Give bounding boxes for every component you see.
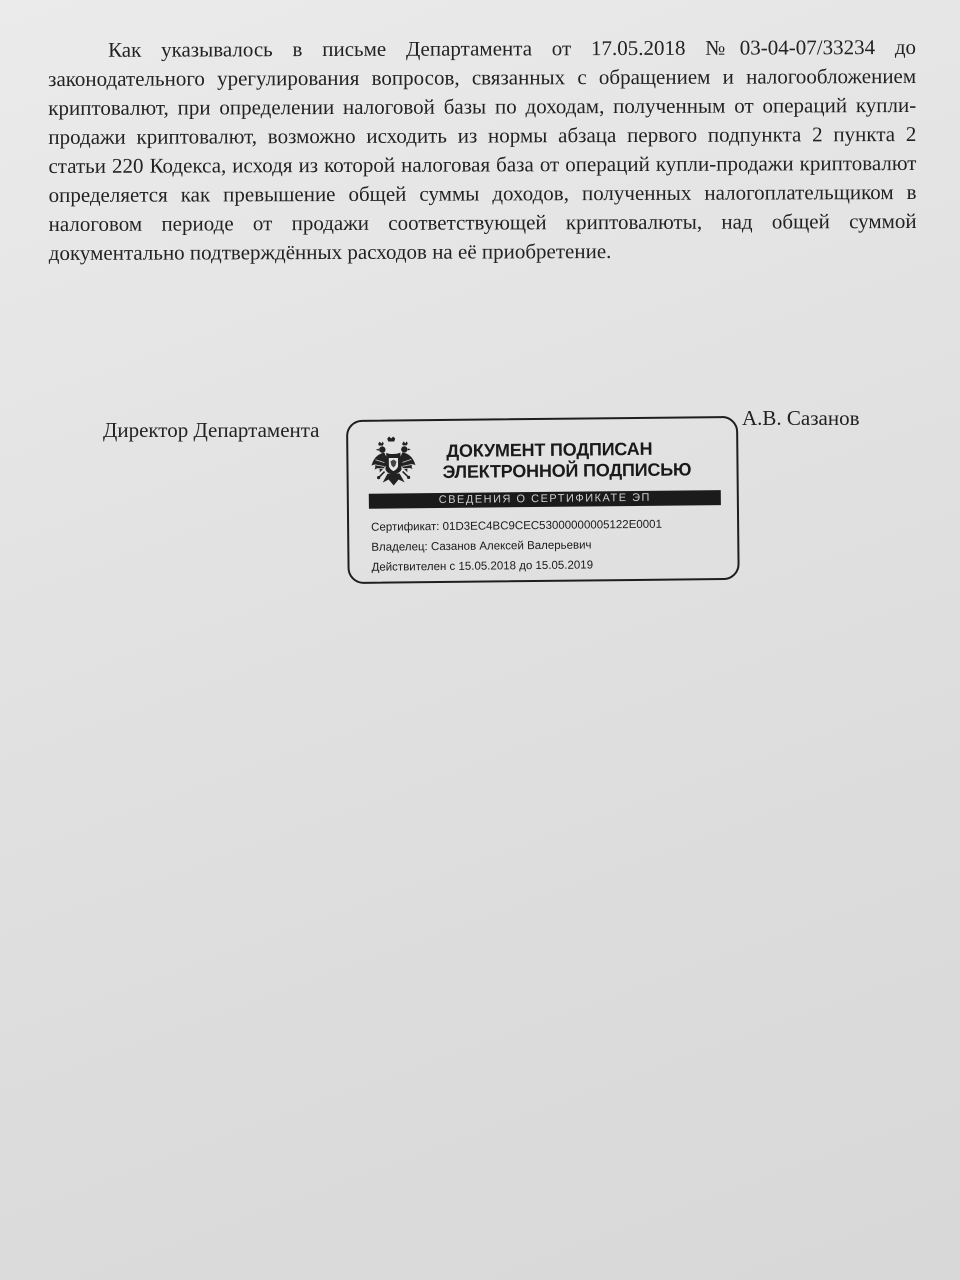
certificate-validity: Действителен с 15.05.2018 до 15.05.2019 [371, 559, 594, 574]
double-headed-eagle-icon [370, 435, 417, 487]
stamp-heading-line-1: ДОКУМЕНТ ПОДПИСАН [446, 438, 653, 461]
signer-name: А.В. Сазанов [742, 406, 860, 430]
electronic-signature-stamp [346, 416, 740, 584]
stamp-heading-line-2: ЭЛЕКТРОННОЙ ПОДПИСЬЮ [442, 459, 692, 482]
letter-body: Как указывалось в письме Департамента от 17.05.2018 №03-04-07/33234 до законодательного урегулирования вопросов, связанных с обращением и налогообложением криптовалют, при определении налоговой базы по доходам, полученным от операций купли-продажи криптовалют, возможно исходить из нормы абзаца первого подпункта 2 пункта 2 статьи 220 Кодекса, исходя из которой налоговая база от операций купли-продажи криптовалют определяется как превышение общей суммы доходов, полученных налогоплательщиком в налоговом периоде от продажи соответствующей криптовалюты, над общей суммой документально подтверждённых расходов на её приобретение. [48, 34, 917, 265]
stamp-heading [442, 438, 692, 483]
certificate-number: Сертификат: 01D3EC4BC9CEC53000000005122E0001 [371, 518, 663, 534]
signer-title: Директор Департамента [103, 418, 320, 442]
certificate-owner: Владелец: Сазанов Алексей Валерьевич [371, 539, 592, 554]
certificate-details [371, 515, 662, 578]
certificate-info-bar: СВЕДЕНИЯ О СЕРТИФИКАТЕ ЭП [369, 490, 721, 509]
